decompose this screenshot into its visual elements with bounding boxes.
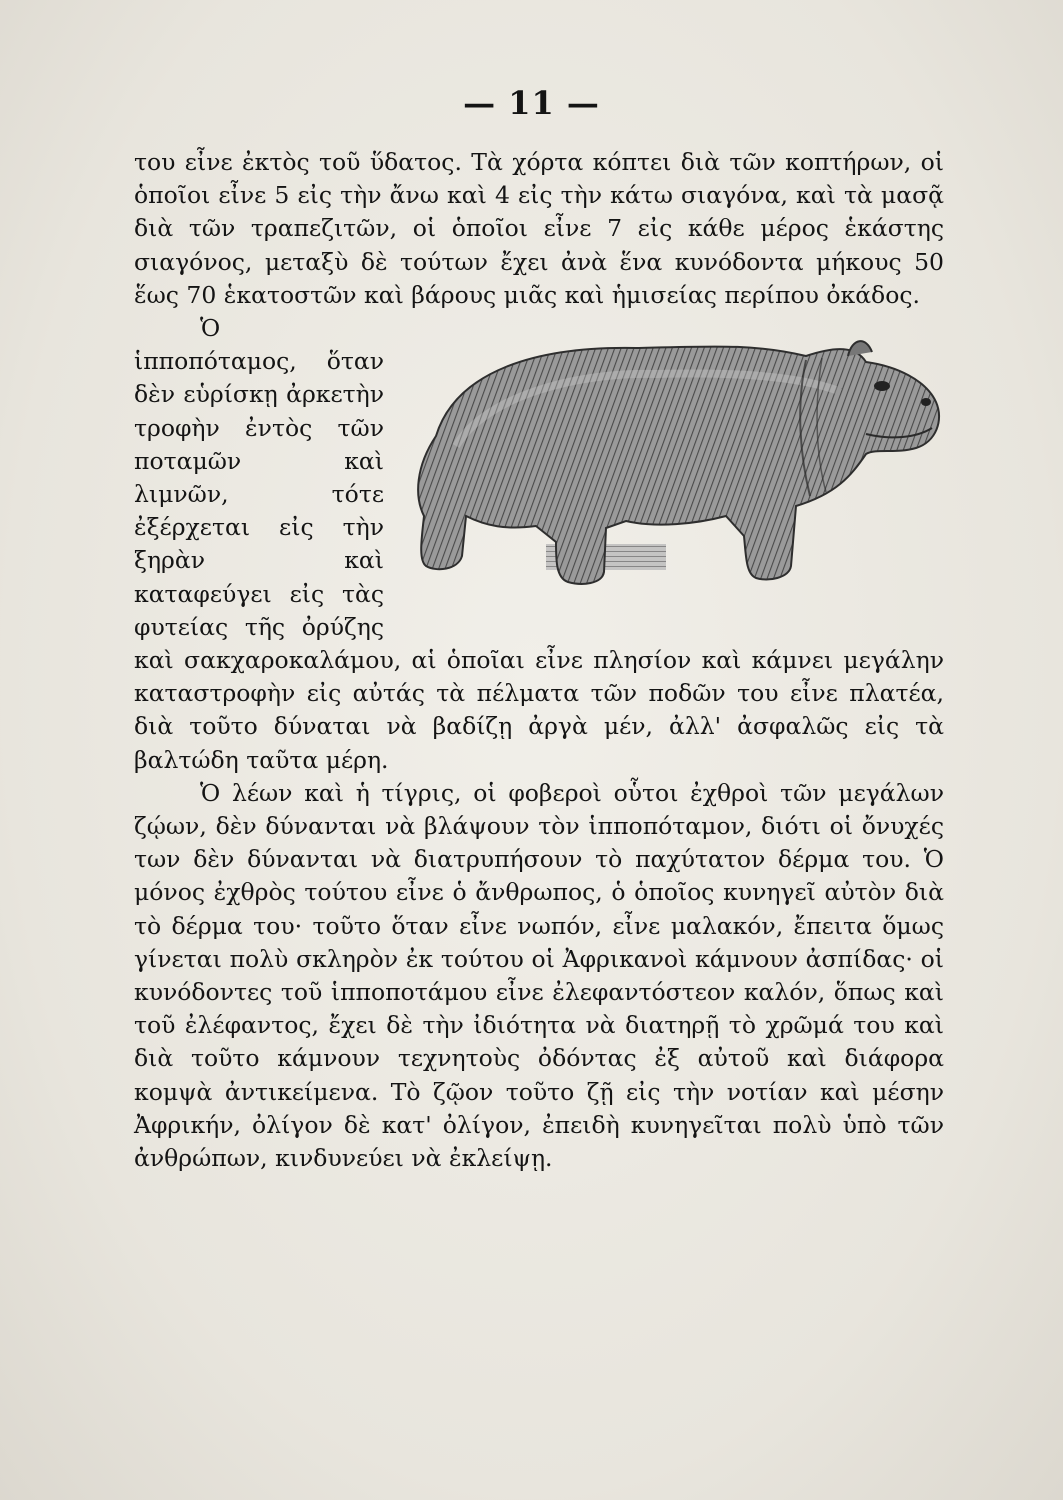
hippopotamus-illustration <box>396 316 944 616</box>
paragraph-2: Ὁ ἱπποπόταμος, ὅταν δὲν εὑρίσκῃ ἀρκετὴν τροφὴν ἐντὸς τῶν ποταμῶν καὶ λιμνῶν, τότε ἐξέρχεται εἰς τὴν ξηρὰν καὶ καταφεύγει εἰς τὰς φυτείας τῆς ὀρύζης καὶ σακχαροκαλάμου, αἱ ὁποῖαι εἶνε πλησίον καὶ κάμνει μεγάλην καταστροφὴν εἰς αὐτάς τὰ πέλματα τῶν ποδῶν του εἶνε πλατέα, διὰ τοῦτο δύναται νὰ βαδίζῃ ἀργὰ μέν, ἀλλ' ἀσφαλῶς εἰς τὰ βαλτώδη ταῦτα μέρη. <box>134 314 944 774</box>
body-text <box>134 146 944 1175</box>
hippopotamus-icon <box>396 316 944 616</box>
paragraph-1: του εἶνε ἐκτὸς τοῦ ὕδατος. Τὰ χόρτα κόπτει διὰ τῶν κοπτήρων, οἱ ὁποῖοι εἶνε 5 εἰς τὴν ἄνω καὶ 4 εἰς τὴν κάτω σιαγόνα, καὶ τὰ μασᾷ διὰ τῶν τραπεζιτῶν, οἱ ὁποῖοι εἶνε 7 εἰς κάθε μέρος ἑκάστης σιαγόνος, μεταξὺ δὲ τούτων ἔχει ἀνὰ ἕνα κυνόδοντα μήκους 50 ἕως 70 ἑκατοστῶν καὶ βάρους μιᾶς καὶ ἡμισείας περίπου ὀκάδος. <box>134 148 944 309</box>
page-number: — 11 — <box>463 84 600 122</box>
paragraph-3: Ὁ λέων καὶ ἡ τίγρις, οἱ φοβεροὶ οὗτοι ἐχθροὶ τῶν μεγάλων ζῴων, δὲν δύνανται νὰ βλάψουν τὸν ἱπποπόταμον, διότι οἱ ὄνυχές των δὲν δύνανται νὰ διατρυπήσουν τὸ παχύτατον δέρμα του. Ὁ μόνος ἐχθρὸς τούτου εἶνε ὁ ἄνθρωπος, ὁ ὁποῖος κυνηγεῖ αὐτὸν διὰ τὸ δέρμα του· τοῦτο ὅταν εἶνε νωπόν, εἶνε μαλακόν, ἔπειτα ὅμως γίνεται πολὺ σκληρὸν ἐκ τούτου οἱ Ἀφρικανοὶ κάμνουν ἀσπίδας· οἱ κυνόδοντες τοῦ ἱπποποτάμου εἶνε ἐλεφαντόστεον καλόν, ὅπως καὶ τοῦ ἐλέφαντος, ἔχει δὲ τὴν ἰδιότητα νὰ διατηρῇ τὸ χρῶμά του καὶ διὰ τοῦτο κάμνουν τεχνητοὺς ὀδόντας ἐξ αὐτοῦ καὶ διάφορα κομψὰ ἀντικείμενα. Τὸ ζῷον τοῦτο ζῇ εἰς τὴν νοτίαν καὶ μέσην Ἀφρικήν, ὀλίγον δὲ κατ' ὀλίγον, ἐπειδὴ κυνηγεῖται πολὺ ὑπὸ τῶν ἀνθρώπων, κινδυνεύει νὰ ἐκλείψῃ. <box>134 778 944 1173</box>
